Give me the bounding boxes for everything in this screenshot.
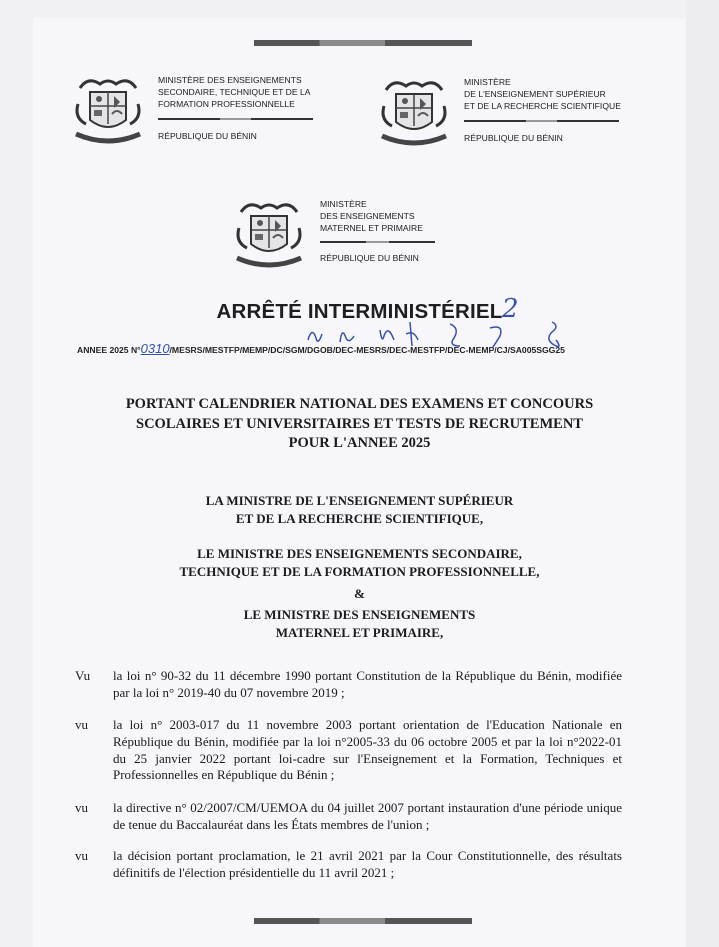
authority-primary-minister <box>40 606 679 641</box>
decree-subject <box>40 395 679 454</box>
vu-clause: la loi n° 90-32 du 11 décembre 1990 portant Constitution de la République du Bénin, modifiée par la loi n° 2019-40 du 07 novembre 2019 ; <box>113 668 622 700</box>
authority-secondary-minister <box>40 545 679 580</box>
subject-line: POUR L'ANNEE 2025 <box>288 435 431 451</box>
vu-label: Vu <box>75 668 91 683</box>
top-decorative-band <box>254 40 472 46</box>
subject-line: SCOLAIRES ET UNIVERSITAIRES ET TESTS DE RECRUTEMENT <box>136 415 583 432</box>
reference-number: 0310 <box>140 341 170 356</box>
ministry-name-primary: MINISTÈRE DES ENSEIGNEMENTS MATERNEL ET PRIMAIRE <box>320 199 423 233</box>
vu-label: vu <box>75 848 88 863</box>
vu-clause: la directive n° 02/2007/CM/UEMOA du 04 juillet 2007 portant instauration d'une période unique de tenue du Baccalauréat dans les États membres de l'union ; <box>113 800 622 832</box>
benin-coat-of-arms-icon <box>233 198 305 270</box>
document-title: ARRÊTÉ INTERMINISTÉRIEL <box>216 300 503 323</box>
republic-label: RÉPUBLIQUE DU BÉNIN <box>158 131 257 141</box>
republic-label: RÉPUBLIQUE DU BÉNIN <box>320 253 419 263</box>
authority-higher-education-minister <box>40 492 679 527</box>
vu-label: vu <box>75 800 88 815</box>
authority-ampersand: & <box>354 586 365 601</box>
authority-line: LE MINISTRE DES ENSEIGNEMENTS <box>243 607 476 622</box>
subject-line: PORTANT CALENDRIER NATIONAL DES EXAMENS ET CONCOURS <box>125 396 594 412</box>
vu-label: vu <box>75 717 88 732</box>
handwritten-initials <box>300 318 590 348</box>
authority-line: MATERNEL ET PRIMAIRE, <box>275 624 444 640</box>
benin-coat-of-arms-icon <box>72 74 144 146</box>
ministry-rule <box>158 118 313 120</box>
republic-label: RÉPUBLIQUE DU BÉNIN <box>464 133 563 143</box>
authority-line: ET DE LA RECHERCHE SCIENTIFIQUE, <box>235 510 484 526</box>
authority-line: LA MINISTRE DE L'ENSEIGNEMENT SUPÉRIEUR <box>205 493 514 508</box>
vu-clause: la décision portant proclamation, le 21 avril 2021 par la Cour Constitutionnelle, des résultats définitifs de l'élection présidentielle du 11 avril 2021 ; <box>113 848 622 880</box>
bottom-decorative-band <box>254 918 472 924</box>
vu-clause: la loi n° 2003-017 du 11 novembre 2003 portant orientation de l'Education Nationale en République du Bénin, modifiée par la loi n°2005-33 du 06 octobre 2005 et par la loi n°2022-01 du 25 janvier 2022 portant loi-cadre sur l'Enseignement et la Formation, Techniques et Professionnelles en République du Bénin ; <box>113 717 622 783</box>
ministry-name-secondary: MINISTÈRE DES ENSEIGNEMENTS SECONDAIRE, TECHNIQUE ET DE LA FORMATION PROFESSIONNELLE <box>158 75 311 109</box>
reference-prefix: ANNEE 2025 N° <box>77 345 141 355</box>
authority-line: TECHNIQUE ET DE LA FORMATION PROFESSIONNELLE, <box>179 563 540 579</box>
ministry-rule <box>464 120 619 122</box>
benin-coat-of-arms-icon <box>378 76 450 148</box>
handwritten-mark: 2 <box>502 294 519 324</box>
ministry-rule <box>320 241 435 243</box>
page-edge <box>686 0 719 947</box>
ministry-name-higher-education: MINISTÈRE DE L'ENSEIGNEMENT SUPÉRIEUR ET DE LA RECHERCHE SCIENTIFIQUE <box>464 77 621 111</box>
reference-codes: /MESRS/MESTFP/MEMP/DC/SGM/DGOB/DEC-MESRS/DEC-MESTFP/DEC-MEMP/CJ/SA005SGG25 <box>169 345 565 355</box>
authority-line: LE MINISTRE DES ENSEIGNEMENTS SECONDAIRE, <box>197 546 522 561</box>
